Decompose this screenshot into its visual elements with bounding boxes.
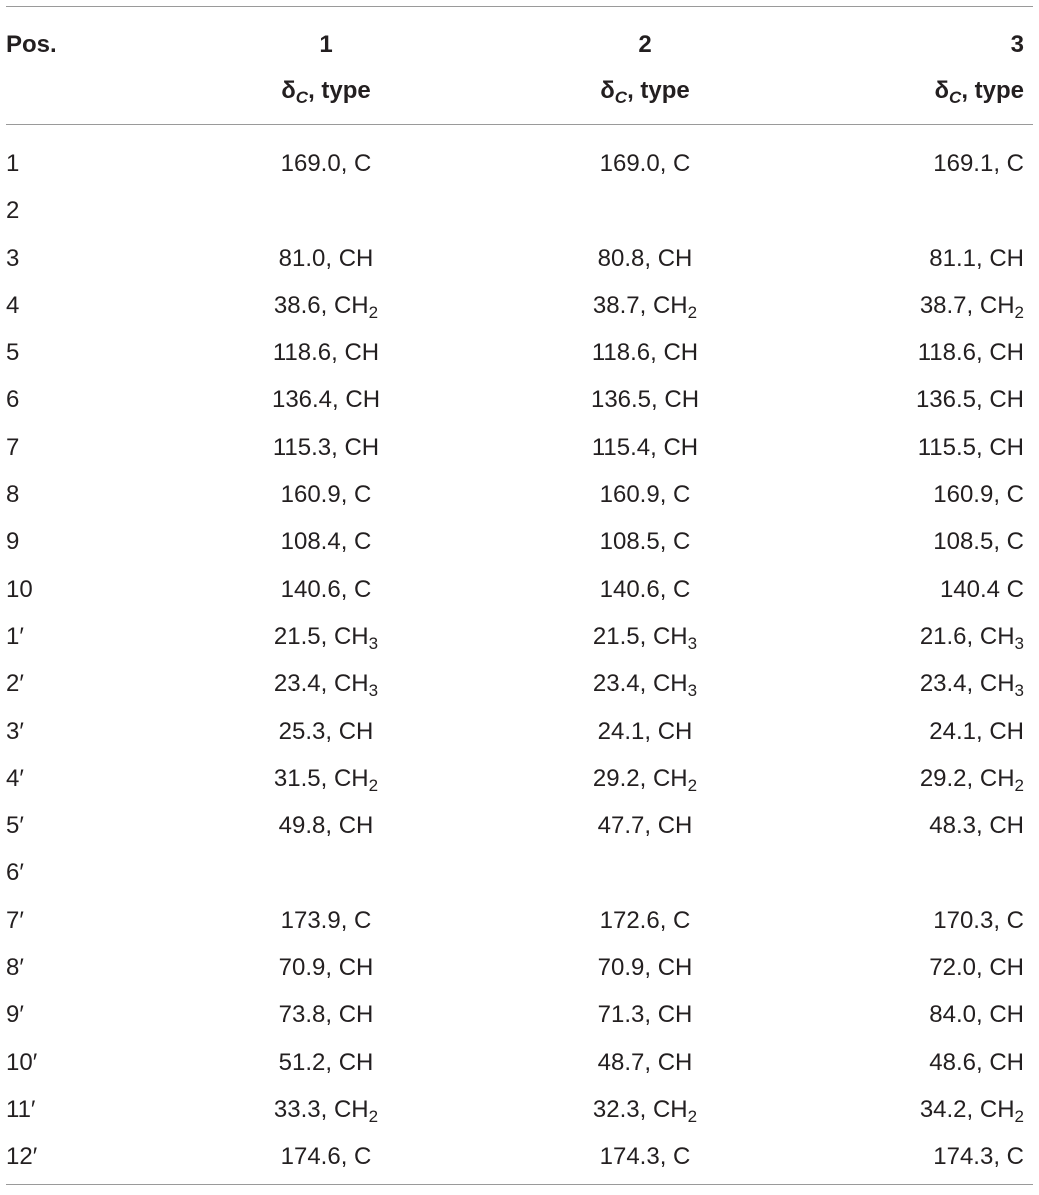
compound-1-cell: 81.0, CH <box>278 244 374 272</box>
compound-3-cell: 34.2, $CH_2$ <box>919 1095 1024 1126</box>
position-cell: 11′ <box>6 1095 36 1123</box>
table-row <box>6 564 1033 611</box>
compound-1-cell: 49.8, CH <box>278 812 374 840</box>
compound-3-cell: 170.3, C <box>933 906 1024 934</box>
table-row <box>6 1131 1033 1178</box>
table-row <box>6 1084 1033 1131</box>
position-cell: 7 <box>6 433 20 461</box>
compound-1-cell: 38.6, $CH_2$ <box>273 291 379 322</box>
position-cell: 1 <box>6 150 20 177</box>
compound-3-cell: 115.5, CH <box>917 433 1024 461</box>
position-cell: 4′ <box>6 764 24 792</box>
position-cell: 2′ <box>6 670 24 698</box>
compound-3-cell: 108.5, C <box>933 528 1024 556</box>
nmr-data-table <box>6 6 1033 1185</box>
table-row <box>6 185 1033 232</box>
column-header-3: 3 <box>1010 31 1024 58</box>
position-cell: 9 <box>6 528 20 556</box>
table-row <box>6 895 1033 942</box>
table-row <box>6 658 1033 705</box>
compound-3-cell: 84.0, CH <box>929 1001 1024 1029</box>
table-row <box>6 989 1033 1036</box>
compound-3-cell: 24.1, CH <box>929 717 1024 745</box>
column-header-2: 2 <box>638 31 652 58</box>
compound-1-cell: 108.4, C <box>280 528 372 556</box>
compound-3-cell: 174.3, C <box>933 1143 1024 1171</box>
compound-1-cell: 21.5, $CH_3$ <box>273 622 379 653</box>
position-cell: 2 <box>6 197 20 225</box>
position-cell: 8′ <box>6 954 24 982</box>
position-cell: 10 <box>6 575 33 603</box>
compound-1-cell: 118.6, CH <box>272 339 380 367</box>
compound-3-cell: 21.6, $CH_3$ <box>919 622 1024 653</box>
column-subheader-1: $\delta_C$, type <box>281 77 371 107</box>
table-row <box>6 706 1033 753</box>
compound-2-cell: 118.6, CH <box>591 339 699 367</box>
pos-column-header: Pos. <box>6 31 57 58</box>
column-subheader-2: $\delta_C$, type <box>600 77 690 107</box>
table-row <box>6 374 1033 421</box>
column-subheader-3: $\delta_C$, type <box>934 77 1024 107</box>
compound-1-cell: 115.3, CH <box>272 433 380 461</box>
compound-2-cell: 47.7, CH <box>597 812 693 840</box>
compound-1-cell: 73.8, CH <box>278 1001 374 1029</box>
table-row <box>6 1037 1033 1084</box>
compound-3-cell: 160.9, C <box>933 481 1024 509</box>
compound-3-cell: 48.6, CH <box>929 1048 1024 1076</box>
table-bottom-rule <box>6 1184 1033 1185</box>
table-header <box>6 7 1033 124</box>
compound-1-cell: 140.6, C <box>280 575 372 603</box>
compound-3-cell: 136.5, CH <box>915 386 1024 414</box>
compound-2-cell: 24.1, CH <box>597 717 693 745</box>
compound-2-cell: 71.3, CH <box>597 1001 693 1029</box>
position-cell: 3 <box>6 244 20 272</box>
position-cell: 5 <box>6 339 20 367</box>
table-row <box>6 800 1033 847</box>
compound-3-cell: 169.1, C <box>933 150 1024 177</box>
position-cell: 9′ <box>6 1001 24 1029</box>
table-row <box>6 942 1033 989</box>
compound-3-cell: 29.2, $CH_2$ <box>919 764 1024 795</box>
compound-1-cell: 51.2, CH <box>278 1048 374 1076</box>
compound-3-cell: 140.4 C <box>939 575 1024 603</box>
position-cell: 10′ <box>6 1048 38 1076</box>
compound-1-cell: 136.4, CH <box>271 386 381 414</box>
table-row <box>6 847 1033 894</box>
compound-1-cell: 33.3, $CH_2$ <box>273 1095 379 1126</box>
position-cell: 12′ <box>6 1143 38 1171</box>
column-header-1: 1 <box>319 31 333 58</box>
compound-1-cell: 173.9, C <box>280 906 372 934</box>
compound-1-cell: 169.0, C <box>280 150 372 177</box>
compound-2-cell: 38.7, $CH_2$ <box>592 291 698 322</box>
table-body <box>6 125 1033 1184</box>
table-row <box>6 753 1033 800</box>
compound-2-cell: 136.5, CH <box>590 386 700 414</box>
position-cell: 6 <box>6 386 20 414</box>
table-row <box>6 469 1033 516</box>
position-cell: 3′ <box>6 717 24 745</box>
compound-3-cell: 118.6, CH <box>917 339 1024 367</box>
position-cell: 8 <box>6 481 20 509</box>
table-row <box>6 233 1033 280</box>
compound-2-cell: 140.6, C <box>599 575 691 603</box>
compound-2-cell: 32.3, $CH_2$ <box>592 1095 698 1126</box>
table-row <box>6 280 1033 327</box>
position-cell: 7′ <box>6 906 24 934</box>
compound-2-cell: 21.5, $CH_3$ <box>592 622 698 653</box>
compound-2-cell: 169.0, C <box>599 150 691 177</box>
compound-1-cell: 70.9, CH <box>278 954 374 982</box>
compound-3-cell: 38.7, $CH_2$ <box>919 291 1024 322</box>
table-row <box>6 516 1033 563</box>
compound-2-cell: 115.4, CH <box>591 433 699 461</box>
compound-2-cell: 70.9, CH <box>597 954 693 982</box>
compound-2-cell: 174.3, C <box>599 1143 691 1171</box>
compound-2-cell: 29.2, $CH_2$ <box>592 764 698 795</box>
compound-1-cell: 23.4, $CH_3$ <box>273 670 379 701</box>
compound-2-cell: 48.7, CH <box>597 1048 693 1076</box>
compound-3-cell: 72.0, CH <box>929 954 1024 982</box>
position-cell: 5′ <box>6 812 24 840</box>
table-row <box>6 327 1033 374</box>
compound-3-cell: 48.3, CH <box>929 812 1024 840</box>
compound-1-cell: 25.3, CH <box>278 717 374 745</box>
table-row <box>6 138 1033 185</box>
compound-2-cell: 108.5, C <box>599 528 691 556</box>
table-row <box>6 422 1033 469</box>
position-cell: 1′ <box>6 622 24 650</box>
compound-2-cell: 23.4, $CH_3$ <box>592 670 698 701</box>
compound-3-cell: 23.4, $CH_3$ <box>919 670 1024 701</box>
compound-2-cell: 160.9, C <box>599 481 691 509</box>
compound-2-cell: 172.6, C <box>599 906 691 934</box>
table-row <box>6 611 1033 658</box>
compound-1-cell: 31.5, $CH_2$ <box>273 764 379 795</box>
position-cell: 4 <box>6 291 20 319</box>
compound-3-cell: 81.1, CH <box>929 244 1024 272</box>
position-cell: 6′ <box>6 859 24 887</box>
compound-1-cell: 160.9, C <box>280 481 372 509</box>
compound-2-cell: 80.8, CH <box>597 244 693 272</box>
compound-1-cell: 174.6, C <box>280 1143 372 1171</box>
